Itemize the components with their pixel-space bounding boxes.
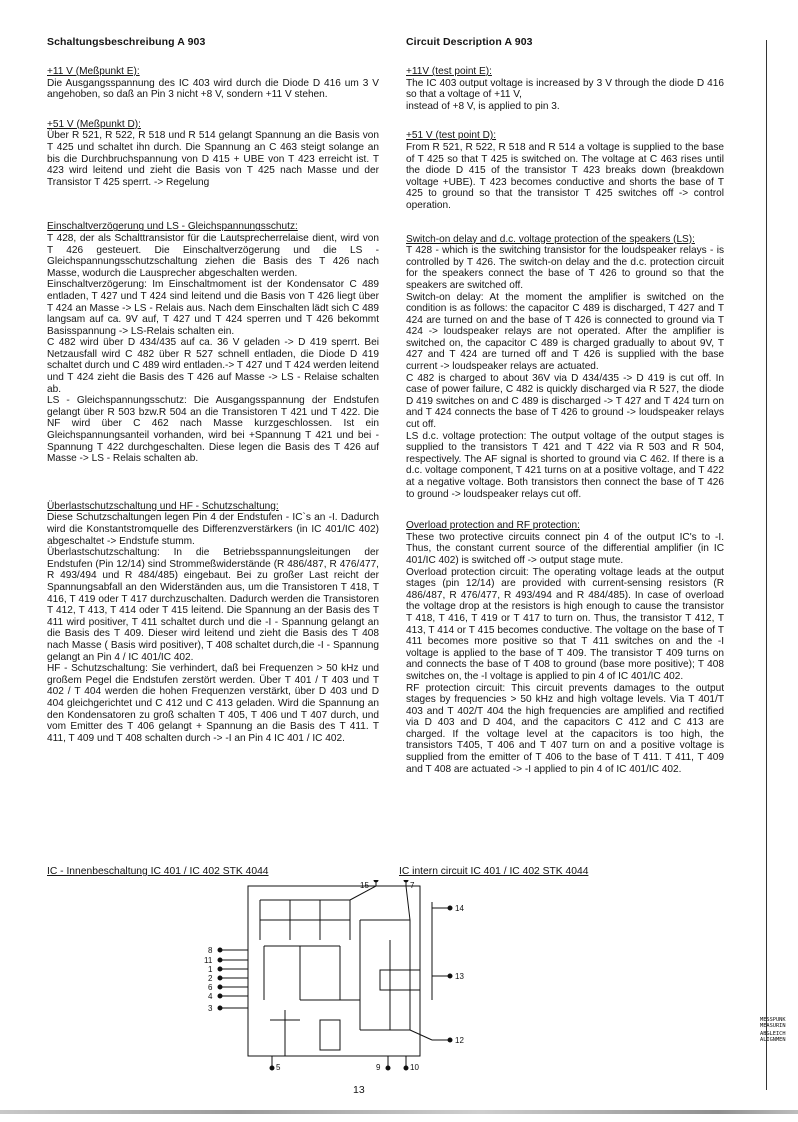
english-column [406,66,724,793]
edge-note: ABGLEICH [760,1031,786,1037]
paragraph: Überlastschutzschaltung: In die Betriebsspannungsleitungen der Endstufen (Pin 12/14) sind Strommeßwiderstände (R 486/487, R 476/477, R 493/494 und R 484/485) eingebaut. Bei zu großer Last reicht der Spannungsabfall an den Widerständen aus, um die Transistoren T 418, T 416, T 419 oder T 417 durchzuschalten. Dadurch werden die Transistoren T 412, T 413, T 414 oder T 415 leitend. Die Spannung an der Basis des T 411 wird positiver, T 411 schaltet durch und die -I - Spannung gelangt an die Basis des T 409. Dieser wird leitend und zieht die Basis des T 408 nach Masse ( Basis wird positiver), T 408 schaltet durch,die -I - Spannung gelangt an Pin 4 / IC 401/IC 402. [47,547,379,663]
ic-circuit-diagram [200,880,470,1072]
section-51v-de [47,119,379,189]
section-heading: Switch-on delay and d.c. voltage protection of the speakers (LS): [406,233,695,245]
pin-label: 5 [276,1063,281,1072]
page-number: 13 [353,1084,365,1096]
scan-border [0,1110,798,1114]
section-overload-en [406,520,724,775]
section-heading: +51 V (Meßpunkt D): [47,118,141,130]
paragraph: From R 521, R 522, R 518 and R 514 a voltage is supplied to the base of T 425 so that T 425 is switched on. The voltage at C 463 rises until the diode D 415 of the transistor T 423 breaks down (breakdown voltage +UBE). T 423 becomes conductive and shorts the base of T 425 to ground so that the transistor T 425 switches off -> control operation. [406,141,724,211]
edge-note: MEASURIN [760,1023,786,1029]
paragraph: Switch-on delay: At the moment the amplifier is switched on the condition is as follows: the capacitor C 489 is discharged, T 427 and T 424 are turned on and the base of T 426 is connected to ground via T 424 -> loudspeaker relays are not operated. After the amplifier is switched on, the capacitor C 489 is charged gradually to about 9V, T 427 and T 424 are turned off and T 426 is supplied with the base current -> loudspeaker relays are actuated. [406,291,724,373]
paragraph: Einschaltverzögerung: Im Einschaltmoment ist der Kondensator C 489 entladen, T 427 und T 424 sind leitend und die Basis von T 426 liegt über T 424 an Masse -> LS - Relais aus. Nach dem Einschalten lädt sich C 489 langsam auf ca. 9V auf, T 427 und T 424 sperren und T 426 bekommt Basisspannung -> LS-Relais schalten ein. [47,279,379,337]
section-heading: Überlastschutzschaltung und HF - Schutzschaltung: [47,500,279,512]
edge-note: ALIGNMEN [760,1037,786,1043]
section-11v-de [47,66,379,101]
paragraph: HF - Schutzschaltung: Sie verhindert, daß bei Frequenzen > 50 kHz und großem Pegel die Endstufen zerstört werden. Über T 401 / T 403 und T 402 / T 404 werden die hohen Frequenzen verstärkt, über D 403 und D 404 gleichgerichtet und C 412 und C 413 geladen. Wird die Spannung an den Kondensatoren zu groß schalten T 405, T 406 und T 407 durch, und vom Emitter des T 406 gelangt + Spannung an die Basis des T 411. T 411, T 409 und T 408 schalten durch -> -I an Pin 4 IC 401 / IC 402. [47,663,379,744]
adjacent-page-edge [766,40,798,1090]
paragraph: RF protection circuit: This circuit prevents damages to the output stages by frequencies > 50 kHz and high voltage levels. Via T 401/T 403 and T 402/T 404 the high frequencies are amplified and rectified via D 403 and D 404, and the capacitors C 412 and C 413 are charged. If the voltage level at the capacitors is too high, the transistors T405, T 406 and T 407 turn on and a positive voltage is supplied from the emitter of T 406 to the base of T 411. T 411, T 409 and T 408 are actuated -> -I applied to pin 4 of IC 401/IC 402. [406,682,724,775]
pin-label: 4 [208,992,213,1001]
section-switch-on-en [406,234,724,501]
pin-label: 1 [208,965,213,974]
section-switch-on-de [47,221,379,464]
pin-label: 3 [208,1004,213,1013]
paragraph: instead of +8 V, is applied to pin 3. [406,100,560,112]
paragraph: T 428, der als Schalttransistor für die Lautsprecherrelaise dient, wird von T 426 gesteuert. Die Einschaltverzögerung und die LS - Gleichspannungsschutzschaltung ziehen die Basis des T 426 nach Masse, wodurch die Lausprecher abgeschalten werden. [47,232,379,279]
pin-label: 11 [204,956,213,965]
pin-label: 2 [208,974,213,983]
section-heading: Einschaltverzögerung und LS - Gleichspannungsschutz: [47,221,298,233]
paragraph: T 428 - which is the switching transistor for the loudspeaker relays - is controlled by T 426. The switch-on delay and the d.c. protection circuit for the speakers connect the base of T 426 to ground so that the speakers are switched off. [406,245,724,291]
pin-label: 6 [208,983,213,992]
paragraph: These two protective circuits connect pin 4 of the output IC's to -I. Thus, the constant current source of the differential amplifier (in IC 401/IC 402) is switched off -> output stage mute. [406,531,724,566]
paragraph: The IC 403 output voltage is increased by 3 V through the diode D 416 so that a voltage of +11 V, [406,77,724,101]
pin-label: 7 [410,881,415,890]
german-column [47,66,379,762]
paragraph: LS d.c. voltage protection: The output voltage of the output stages is supplied to the transistors T 421 and T 422 via R 503 and R 504, respectively. The AF signal is shorted to ground via C 462. If there is a d.c. voltage component, T 421 turns on at a positive voltage, and T 422 at a negative voltage. Both transistors then connect the base of T 426 to ground -> loudspeaker relays cut off. [406,430,724,500]
section-heading: +11V (test point E): [406,66,492,77]
pin-label: 14 [455,904,464,913]
page-title-english: Circuit Description A 903 [406,36,533,48]
paragraph: C 482 is charged to about 36V via D 434/435 -> D 419 is cut off. In case of power failure, C 482 is quickly discharged via R 527, the diode D 419 switches on and C 489 is discharged -> T 427 and T 424 turn on and T 424 connects the base of T 426 to ground -> loudspeaker relays cut off. [406,372,724,431]
diagram-caption-english: IC intern circuit IC 401 / IC 402 STK 4044 [399,866,589,877]
edge-note: MESSPUNK [760,1017,786,1023]
pin-label: 8 [208,946,213,955]
paragraph: Overload protection circuit: The operating voltage leads at the output stages (pin 12/14) are provided with current-sensing resistors (R 486/487, R 476/477, R 493/494 and R 484/485). In case of overload the voltage drop at the resistors is high enough to cause the transistor T 418, T 416, T 419 or T 417 to turn on. Thus, the transistor T 412, T 413, T 414 or T 415 becomes conductive. The voltage on the base of T 411 becomes more positive so that T 411 switches on and the -I voltage is applied to the base of T 409. The transistor T 409 turns on and connects the base of T 408 to ground (base more positive); T 408 switches on, the -I voltage is applied to pin 4 of IC 401/IC 402. [406,566,724,682]
page-title-german: Schaltungsbeschreibung A 903 [47,36,206,48]
paragraph: Diese Schutzschaltungen legen Pin 4 der Endstufen - IC`s an -I. Dadurch wird die Konstantstromquelle des Differenzverstärkers (in IC 401/IC 402) abgeschaltet -> Endstufe stumm. [47,512,379,547]
section-heading: +51 V (test point D): [406,130,497,142]
paragraph: Die Ausgangsspannung des IC 403 wird durch die Diode D 416 um 3 V angehoben, so daß an Pin 3 nicht +8 V, sondern +11 V stehen. [47,77,379,101]
diagram-caption-german: IC - Innenbeschaltung IC 401 / IC 402 STK 4044 [47,866,269,877]
section-heading: +11 V (Meßpunkt E): [47,66,140,77]
section-heading: Overload protection and RF protection: [406,520,580,532]
pin-label: 9 [376,1063,381,1072]
pin-label: 12 [455,1036,464,1045]
paragraph: Über R 521, R 522, R 518 und R 514 gelangt Spannung an die Basis von T 425 und schaltet ihn durch. Die Spannung an C 463 steigt solange an bis die Durchbruchspannung von D 415 + UBE von T 423 erreicht ist. T 423 wird leitend und zieht die Basis von T 425 nach Masse und der Transistor T 425 sperrt. -> Regelung [47,130,379,188]
pin-label: 10 [410,1063,419,1072]
section-51v-en [406,130,724,211]
section-11v-en [406,66,724,112]
pin-label: 15 [360,881,369,890]
paragraph: LS - Gleichspannungsschutz: Die Ausgangsspannung der Endstufen gelangt über R 503 bzw.R 504 an die Transistoren T 421 und T 422. Die NF wird über C 462 nach Masse kurzgeschlossen. Ist ein Gleichspannungsanteil vorhanden, wird bei +Spannung T 421 und bei -Spannung T 422 durchgeschalten. Diese legen die Basis des T 426 auf Masse -> LS - Relais schalten ab. [47,395,379,465]
paragraph: C 482 wird über D 434/435 auf ca. 36 V geladen -> D 419 sperrt. Bei Netzausfall wird C 482 über R 527 schnell entladen, die Diode D 419 schaltet durch und C 489 wird entladen.-> T 427 und T 424 werden leitend und T 424 zieht die Basis des T 426 auf Masse -> LS - Relaise schalten ab. [47,337,379,395]
pin-label: 13 [455,972,464,981]
section-overload-de [47,501,379,744]
